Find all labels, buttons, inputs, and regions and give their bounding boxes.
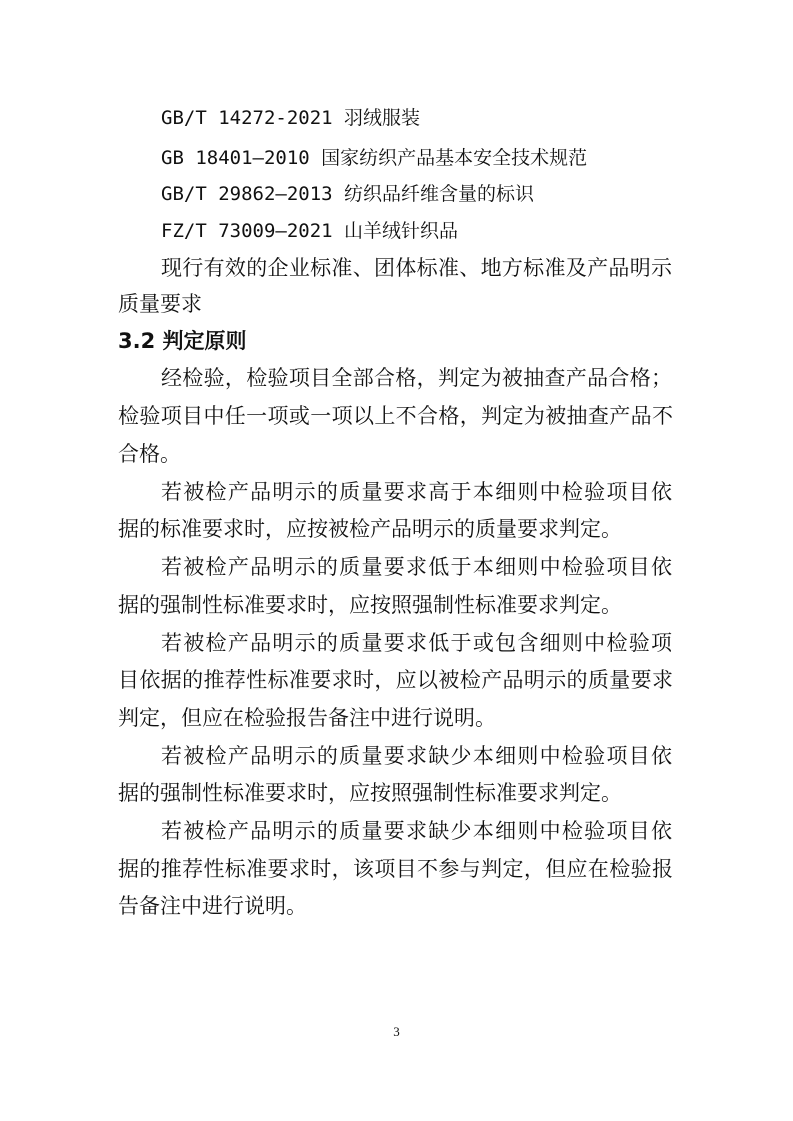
paragraph-line: 若被检产品明示的质量要求低于或包含细则中检验项 — [161, 631, 672, 655]
paragraph-line: 判定，但应在检验报告备注中进行说明。 — [118, 706, 496, 730]
standard-item: GB 18401—2010 国家纺织产品基本安全技术规范 — [161, 147, 588, 169]
standard-item: GB/T 29862—2013 纺织品纤维含量的标识 — [161, 183, 535, 205]
paragraph-line: 目依据的推荐性标准要求时，应以被检产品明示的质量要求 — [118, 668, 673, 692]
standard-item: GB/T 14272-2021 羽绒服装 — [161, 107, 421, 129]
other-standards-line: 现行有效的企业标准、团体标准、地方标准及产品明示 — [161, 256, 672, 280]
page-number: 3 — [393, 1024, 400, 1039]
paragraph-line: 据的强制性标准要求时，应按照强制性标准要求判定。 — [118, 593, 622, 617]
standard-item: FZ/T 73009—2021 山羊绒针织品 — [161, 220, 459, 242]
paragraph-line: 据的标准要求时，应按被检产品明示的质量要求判定。 — [118, 517, 622, 541]
paragraph-line: 据的推荐性标准要求时，该项目不参与判定，但应在检验报 — [118, 857, 673, 881]
paragraph-line: 合格。 — [118, 442, 181, 466]
section-heading: 3.2 判定原则 — [118, 329, 247, 353]
paragraph-line: 经检验，检验项目全部合格，判定为被抽查产品合格； — [161, 366, 672, 390]
paragraph-line: 若被检产品明示的质量要求高于本细则中检验项目依 — [161, 480, 672, 504]
paragraph-line: 据的强制性标准要求时，应按照强制性标准要求判定。 — [118, 781, 622, 805]
paragraph-line: 若被检产品明示的质量要求缺少本细则中检验项目依 — [161, 819, 672, 843]
paragraph-line: 若被检产品明示的质量要求低于本细则中检验项目依 — [161, 555, 672, 579]
paragraph-line: 检验项目中任一项或一项以上不合格，判定为被抽查产品不 — [118, 404, 673, 428]
other-standards-line: 质量要求 — [118, 292, 202, 316]
paragraph-line: 若被检产品明示的质量要求缺少本细则中检验项目依 — [161, 744, 672, 768]
paragraph-line: 告备注中进行说明。 — [118, 894, 307, 918]
